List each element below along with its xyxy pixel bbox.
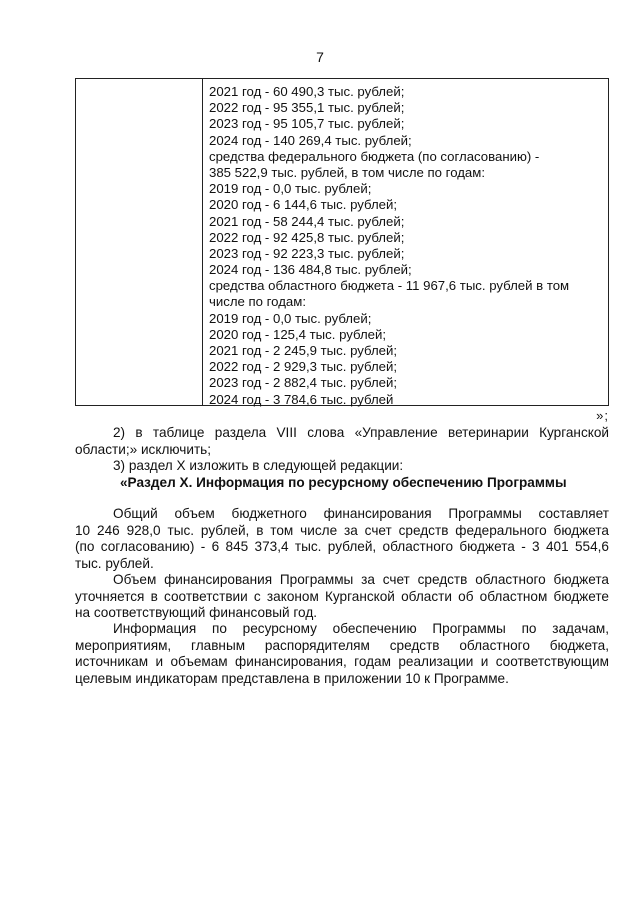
paragraph-2-line: на соответствующий финансовый год.: [75, 605, 318, 620]
paragraph-1-line: тыс. рублей.: [75, 556, 154, 571]
table-line: 2024 год - 136 484,8 тыс. рублей;: [209, 262, 412, 278]
table-line: 2023 год - 92 223,3 тыс. рублей;: [209, 245, 405, 261]
paragraph-3-line: мероприятиям, главным распорядителям средств областного бюджета,: [75, 638, 609, 653]
closing-quote: »;: [596, 408, 609, 423]
table-line: средства федерального бюджета (по согласованию) -: [209, 148, 540, 164]
table-line: 2023 год - 2 882,4 тыс. рублей;: [209, 375, 398, 391]
paragraph-3-line: Информация по ресурсному обеспечению Программы по задачам,: [113, 621, 609, 636]
table-funding-cell: [209, 84, 604, 408]
section-heading: «Раздел X. Информация по ресурсному обеспечению Программы: [120, 475, 567, 490]
paragraph-3-line: целевым индикаторам представлена в приложении 10 к Программе.: [75, 671, 509, 686]
table-line: 2023 год - 95 105,7 тыс. рублей;: [209, 116, 405, 132]
table-line: 385 522,9 тыс. рублей, в том числе по годам:: [209, 164, 485, 180]
table-line: 2022 год - 92 425,8 тыс. рублей;: [209, 229, 405, 245]
table-line: 2022 год - 95 355,1 тыс. рублей;: [209, 100, 405, 116]
table-line: 2019 год - 0,0 тыс. рублей;: [209, 310, 372, 326]
table-line: 2024 год - 140 269,4 тыс. рублей;: [209, 132, 412, 148]
item-3: 3) раздел X изложить в следующей редакции:: [113, 458, 404, 473]
table-line: 2021 год - 2 245,9 тыс. рублей;: [209, 343, 398, 358]
table-line: 2021 год - 60 490,3 тыс. рублей;: [209, 84, 405, 99]
table-line: числе по годам:: [209, 294, 306, 310]
paragraph-2-line: уточняется в соответствии с законом Курганской области об областном бюджете: [75, 589, 609, 604]
page-number: 7: [316, 49, 324, 65]
paragraph-1-line: 10 246 928,0 тыс. рублей, в том числе за счет средств федерального бюджета: [75, 523, 609, 538]
table-line: 2020 год - 125,4 тыс. рублей;: [209, 326, 387, 342]
table-line: 2020 год - 6 144,6 тыс. рублей;: [209, 197, 398, 213]
table-line: 2021 год - 58 244,4 тыс. рублей;: [209, 213, 405, 229]
item-2-line-2: области;» исключить;: [75, 442, 212, 457]
table-line: средства областного бюджета - 11 967,6 тыс. рублей в том: [209, 278, 570, 294]
paragraph-1-line: (по согласованию) - 6 845 373,4 тыс. рублей, областного бюджета - 3 401 554,6: [75, 539, 609, 554]
paragraph-3-line: источникам и объемам финансирования, годам реализации и соответствующим: [75, 654, 609, 669]
budget-table: [75, 78, 609, 406]
table-empty-cell: [76, 79, 203, 405]
paragraph-2-line: Объем финансирования Программы за счет средств областного бюджета: [113, 572, 609, 587]
table-line: 2024 год - 3 784,6 тыс. рублей: [209, 391, 394, 407]
table-line: 2022 год - 2 929,3 тыс. рублей;: [209, 359, 398, 375]
item-2-line-1: 2) в таблице раздела VIII слова «Управление ветеринарии Курганской: [113, 425, 609, 440]
table-line: 2019 год - 0,0 тыс. рублей;: [209, 181, 372, 197]
paragraph-1-line: Общий объем бюджетного финансирования Программы составляет: [113, 506, 609, 521]
